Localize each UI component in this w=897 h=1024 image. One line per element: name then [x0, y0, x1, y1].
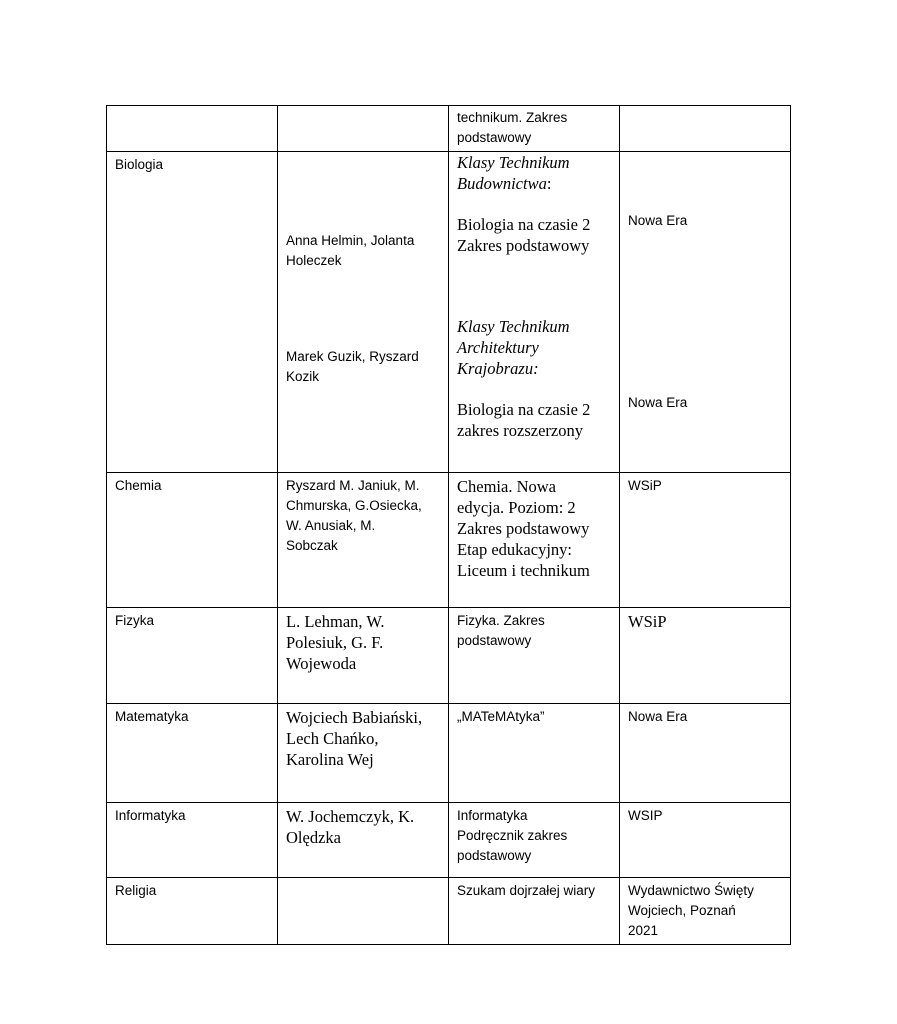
- title-biology-basic: Biologia na czasie 2 Zakres podstawowy: [457, 215, 591, 255]
- publisher-cell: WSiP: [620, 608, 791, 704]
- authors-cell: [278, 152, 449, 473]
- authors-cell: [278, 878, 449, 945]
- subject-cell: Chemia: [107, 473, 278, 608]
- authors-cell: [278, 106, 449, 152]
- authors-cell: Wojciech Babiański, Lech Chańko, Karolina Wej: [278, 704, 449, 803]
- authors-cell: Ryszard M. Janiuk, M. Chmurska, G.Osiecka, W. Anusiak, M. Sobczak: [278, 473, 449, 608]
- publisher-cell: WSIP: [620, 803, 791, 878]
- title-cell: Chemia. Nowa edycja. Poziom: 2 Zakres podstawowy Etap edukacyjny: Liceum i technikum: [449, 473, 620, 608]
- title-cell: Fizyka. Zakres podstawowy: [449, 608, 620, 704]
- authors-cell: L. Lehman, W. Polesiuk, G. F. Wojewoda: [278, 608, 449, 704]
- subject-cell: Biologia: [107, 152, 278, 473]
- authors-cell: W. Jochemczyk, K. Olędzka: [278, 803, 449, 878]
- table-row: [107, 803, 791, 878]
- title-cell: Informatyka Podręcznik zakres podstawowy: [449, 803, 620, 878]
- class-heading-construction: Klasy Technikum Budownictwa:: [457, 153, 570, 193]
- publisher-biology-extended: Nowa Era: [628, 395, 688, 410]
- title-cell: „MATeMAtyka”: [449, 704, 620, 803]
- subject-cell: Fizyka: [107, 608, 278, 704]
- subject-cell: Informatyka: [107, 803, 278, 878]
- title-cell: technikum. Zakres podstawowy: [449, 106, 620, 152]
- authors-biology-extended: Marek Guzik, Ryszard Kozik: [286, 349, 419, 384]
- subject-cell: Religia: [107, 878, 278, 945]
- textbook-table: [106, 105, 791, 945]
- table-row: [107, 473, 791, 608]
- table-row: [107, 106, 791, 152]
- publisher-cell: WSiP: [620, 473, 791, 608]
- publisher-cell: [620, 106, 791, 152]
- title-cell: [449, 152, 620, 473]
- class-heading-landscape: Klasy Technikum Architektury Krajobrazu:: [457, 317, 570, 378]
- publisher-cell: Wydawnictwo Święty Wojciech, Poznań 2021: [620, 878, 791, 945]
- title-cell: Szukam dojrzałej wiary: [449, 878, 620, 945]
- subject-cell: Matematyka: [107, 704, 278, 803]
- authors-biology-basic: Anna Helmin, Jolanta Holeczek: [286, 233, 415, 268]
- table-row: [107, 704, 791, 803]
- publisher-cell: Nowa Era: [620, 704, 791, 803]
- title-biology-extended: Biologia na czasie 2 zakres rozszerzony: [457, 400, 591, 440]
- table-row: [107, 878, 791, 945]
- table-row: [107, 152, 791, 473]
- publisher-biology-basic: Nowa Era: [628, 213, 688, 228]
- subject-cell: [107, 106, 278, 152]
- table-row: [107, 608, 791, 704]
- publisher-cell: [620, 152, 791, 473]
